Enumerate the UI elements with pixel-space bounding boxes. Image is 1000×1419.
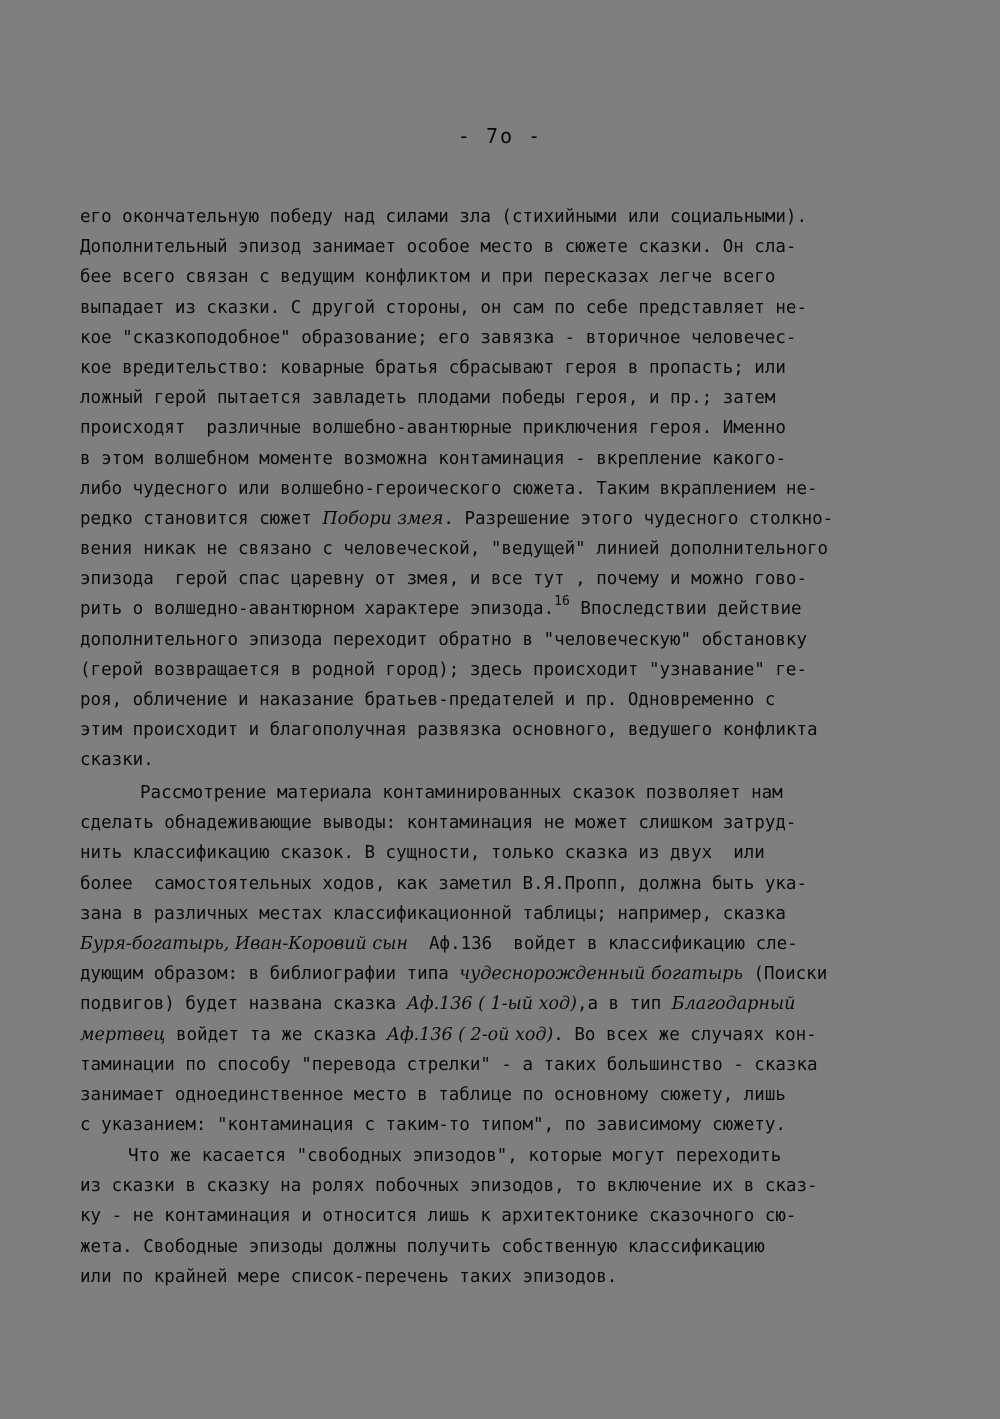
text-line: роя, обличение и наказание братьев-предателей и пр. Одновременно с — [80, 690, 776, 710]
text-segment: войдет та же сказка — [165, 1024, 387, 1045]
paragraph-2 — [80, 778, 950, 1140]
text-line: занимает одноединственное место в таблице по основному сюжету, лишь — [80, 1084, 786, 1105]
text-segment: дующим образом: в библиографии типа — [80, 964, 460, 985]
text-line: нить классификацию сказок. В сущности, только сказка из двух или — [80, 843, 765, 864]
text-segment: ,а в тип — [576, 994, 672, 1015]
tale-type: чудеснорожденный богатырь — [459, 964, 743, 985]
text-line: зана в различных местах классификационной таблицы; например, сказка — [80, 903, 786, 924]
text-line: этим происходит и благополучная развязка основного, ведушего конфликта — [80, 720, 818, 741]
tale-reference: Аф.136 ( 2-ой ход) — [386, 1024, 554, 1045]
text-segment: (Поиски — [742, 964, 828, 985]
text-line — [80, 1020, 950, 1050]
text-line: эпизода герой спас царевну от змея, и все тут , почему и можно гово- — [80, 569, 807, 590]
text-line: кое вредительство: коварные братья сбрасывают героя в пропасть; или — [80, 357, 786, 378]
page-number: - 7о - — [457, 124, 543, 148]
text-line: в этом волшебном моменте возможна контаминация - вкрепление какого- — [80, 448, 786, 469]
text-line: более самостоятельных ходов, как заметил В.Я.Пропп, должна быть ука- — [80, 873, 807, 894]
text-line — [80, 504, 950, 534]
text-line: бее всего связан с ведущим конфликтом и при пересказах легче всего — [80, 267, 776, 288]
tale-title: Побори змея — [322, 508, 444, 529]
footnote-ref: 16 — [554, 594, 570, 610]
text-line — [80, 959, 950, 989]
text-line: кое "сказкоподобное" образование; его завязка - вторичное человечес- — [80, 327, 797, 348]
text-line: жета. Свободные эпизоды должны получить собственную классификацию — [80, 1236, 765, 1257]
text-line: вения никак не связано с человеческой, "ведущей" линией дополнительного — [80, 539, 829, 560]
text-line: выпадает из сказки. С другой стороны, он сам по себе представляет не- — [80, 297, 807, 318]
text-segment: Аф.136 войдет в классификацию сле- — [407, 933, 798, 954]
text-line — [80, 594, 950, 624]
text-line: сделать обнадеживающие выводы: контаминация не может слишком затруд- — [80, 813, 797, 834]
text-segment: . Во всех же случаях кон- — [553, 1024, 817, 1045]
text-line: Дополнительный эпизод занимает особое место в сюжете сказки. Он сла- — [80, 237, 797, 258]
paragraph-1 — [80, 202, 950, 776]
text-line: сказки. — [80, 750, 154, 771]
text-line: Что же касается "свободных эпизодов", которые могут переходить — [128, 1146, 782, 1166]
text-line: дополнительного эпизода переходит обратно в "человеческую" обстановку — [80, 629, 807, 650]
text-line: или по крайней мере список-перечень таких эпизодов. — [80, 1266, 618, 1287]
text-line: либо чудесного или волшебно-героического сюжета. Таким вкраплением не- — [80, 478, 818, 499]
text-line: с указанием: "контаминация с таким-то типом", по зависимому сюжету. — [80, 1115, 786, 1136]
tale-title: Буря-богатырь, Иван-Коровий сын — [80, 933, 408, 954]
text-segment: Впоследствии действие — [569, 599, 802, 620]
text-line: из сказки в сказку на ролях побочных эпизодов, то включение их в сказ- — [80, 1176, 818, 1197]
text-line — [80, 989, 950, 1019]
paragraph-3 — [80, 1141, 950, 1292]
text-line: таминации по способу "перевода стрелки" - а таких большинство - сказка — [80, 1054, 818, 1075]
text-line: его окончательную победу над силами зла (стихийными или социальными). — [80, 207, 807, 227]
tale-type: Благодарный — [671, 994, 796, 1015]
tale-reference: Аф.136 ( 1-ый ход) — [406, 994, 577, 1015]
text-segment: подвигов) будет названа сказка — [80, 994, 407, 1015]
text-line: ку - не контаминация и относится лишь к архитектонике сказочного сю- — [80, 1206, 797, 1227]
text-line: (герой возвращается в родной город); здесь происходит "узнавание" ге- — [80, 659, 807, 680]
text-segment: редко становится сюжет — [80, 508, 323, 529]
text-line: ложный герой пытается завладеть плодами победы героя, и пр.; затем — [80, 388, 776, 409]
tale-type: мертвец — [80, 1024, 166, 1045]
text-segment: рить о волшедно-авантюрном характере эпизода. — [80, 599, 555, 620]
text-line: Рассмотрение материала контаминированных сказок позволяет нам — [140, 783, 783, 803]
text-segment: . Разрешение этого чудесного столкно- — [443, 508, 834, 529]
text-line: происходят различные волшебно-авантюрные приключения героя. Именно — [80, 418, 786, 439]
text-line — [80, 929, 950, 959]
